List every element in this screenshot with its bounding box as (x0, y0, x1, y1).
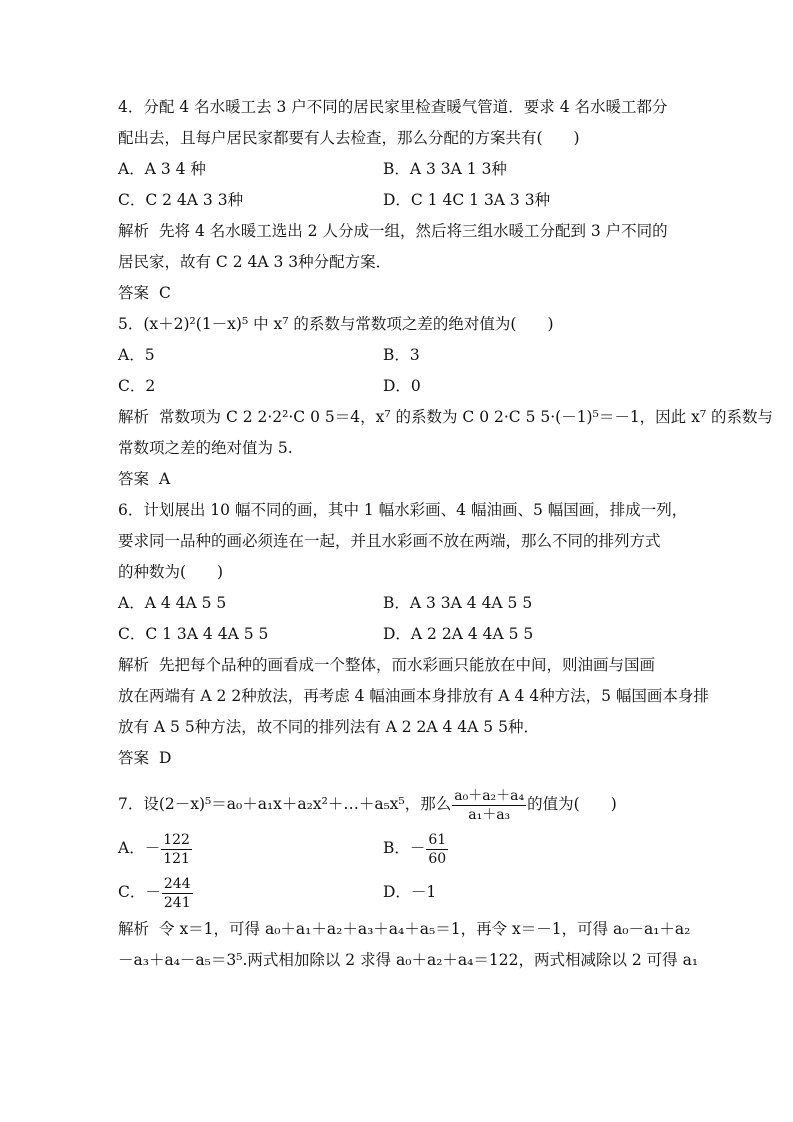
q7-option-c-prefix: C．－ (118, 883, 161, 901)
q5-analysis-line1 (118, 402, 773, 433)
q4-stem-line2: 配出去，且每户居民家都要有人去检查，那么分配的方案共有( ) (118, 129, 580, 147)
q4-option-d: D．C 1 4C 1 3A 3 3种 (383, 191, 551, 209)
q5-option-c: C．2 (118, 377, 156, 395)
q7-analysis-text1: 令 x＝1，可得 a₀＋a₁＋a₂＋a₃＋a₄＋a₅＝1，再令 x＝－1，可得 a₀－a₁＋a₂ (159, 920, 691, 938)
q6-answer (118, 743, 678, 774)
analysis-label: 解析 (118, 920, 150, 938)
q7-option-b-num: 61 (428, 831, 447, 848)
analysis-label: 解析 (118, 408, 150, 426)
q7-option-c-num: 244 (163, 875, 191, 892)
q7-analysis-line2: －a₃＋a₄－a₅＝3⁵.两式相加除以 2 求得 a₀＋a₂＋a₄＝122，两式相减除以 2 可得 a₁ (118, 951, 699, 969)
q7-analysis-line1 (118, 914, 691, 945)
q7-frac-denominator: a₁＋a₃ (468, 806, 511, 823)
q5-analysis-line2: 常数项之差的绝对值为 5. (118, 439, 293, 457)
q7-options-row2 (118, 870, 678, 914)
q6-stem-line3: 的种数为( ) (118, 563, 224, 581)
q4-answer (118, 278, 678, 309)
q4-answer-value: C (159, 284, 171, 302)
q6-answer-value: D (159, 749, 172, 767)
q7-option-c-fraction (162, 875, 193, 912)
q5-options-row2 (118, 371, 678, 402)
q6-analysis-line2: 放在两端有 A 2 2种放法，再考虑 4 幅油画本身排放有 A 4 4种方法，5 幅国画本身排 (118, 687, 709, 705)
q5-answer-value: A (159, 470, 171, 488)
document-page (118, 92, 773, 976)
q4-analysis-line1 (118, 216, 678, 247)
q5-option-a: A．5 (118, 346, 155, 364)
q6-options-row2 (118, 619, 678, 650)
q6-analysis-line3: 放有 A 5 5种方法，故不同的排列法有 A 2 2A 4 4A 5 5种． (118, 718, 539, 736)
q7-option-c (118, 870, 383, 914)
q5-options-row1 (118, 340, 678, 371)
q5-answer (118, 464, 678, 495)
q6-stem-line2: 要求同一品种的画必须连在一起，并且水彩画不放在两端，那么不同的排列方式 (118, 532, 661, 550)
q4-option-b: B．A 3 3A 1 3种 (383, 160, 507, 178)
q4-options-row1 (118, 154, 678, 185)
q7-stem (118, 782, 678, 826)
q6-analysis-line1 (118, 650, 678, 681)
q5-option-d: D．0 (383, 377, 421, 395)
q7-stem-suffix: 的值为( ) (527, 795, 617, 813)
q7-option-a (118, 826, 383, 870)
q7-option-a-num: 122 (163, 831, 190, 848)
q6-stem-line1: 6．计划展出 10 幅不同的画，其中 1 幅水彩画、4 幅油画、5 幅国画，排成一列， (118, 501, 688, 519)
q7-option-a-den: 121 (163, 850, 190, 867)
q7-option-d: D．－1 (383, 883, 437, 901)
q7-stem-prefix: 7．设(2－x)⁵＝a₀＋a₁x＋a₂x²＋…＋a₅x⁵，那么 (118, 795, 452, 813)
q4-analysis-line2: 居民家，故有 C 2 4A 3 3种分配方案． (118, 253, 392, 271)
q6-analysis-text1: 先把每个品种的画看成一个整体，而水彩画只能放在中间，则油画与国画 (159, 656, 656, 674)
q7-option-b-prefix: B．－ (383, 839, 426, 857)
q6-option-b: B．A 3 3A 4 4A 5 5 (383, 594, 533, 612)
q4-stem-line1: 4．分配 4 名水暖工去 3 户不同的居民家里检查暖气管道．要求 4 名水暖工都分 (118, 98, 668, 116)
q4-options-row2 (118, 185, 678, 216)
q7-option-a-prefix: A．－ (118, 839, 161, 857)
q7-options-row1 (118, 826, 678, 870)
q4-option-c: C．C 2 4A 3 3种 (118, 191, 244, 209)
q7-option-c-den: 241 (163, 894, 191, 911)
q4-analysis-text1: 先将 4 名水暖工选出 2 人分成一组，然后将三组水暖工分配到 3 户不同的 (159, 222, 668, 240)
answer-label: 答案 (118, 470, 150, 488)
q6-option-a: A．A 4 4A 5 5 (118, 594, 227, 612)
q7-frac-numerator: a₀＋a₂＋a₄ (454, 787, 525, 804)
q6-option-c: C．C 1 3A 4 4A 5 5 (118, 625, 269, 643)
q7-option-b-den: 60 (428, 850, 447, 867)
q7-option-b-fraction (426, 831, 448, 868)
q4-option-a: A．A 3 4 种 (118, 160, 206, 178)
q6-option-d: D．A 2 2A 4 4A 5 5 (383, 625, 534, 643)
analysis-label: 解析 (118, 656, 150, 674)
answer-label: 答案 (118, 284, 150, 302)
q5-stem: 5．(x＋2)²(1－x)⁵ 中 x⁷ 的系数与常数项之差的绝对值为( ) (118, 315, 554, 333)
spacer (118, 774, 678, 782)
q6-options-row1 (118, 588, 678, 619)
q7-option-a-fraction (161, 831, 192, 868)
q5-option-b: B．3 (383, 346, 420, 364)
q7-option-b (383, 826, 648, 870)
analysis-label: 解析 (118, 222, 150, 240)
q7-stem-fraction (452, 787, 526, 824)
q5-analysis-text1: 常数项为 C 2 2·2²·C 0 5＝4，x⁷ 的系数为 C 0 2·C 5 5·(－1)⁵＝－1，因此 x⁷ 的系数与 (159, 408, 773, 426)
answer-label: 答案 (118, 749, 150, 767)
